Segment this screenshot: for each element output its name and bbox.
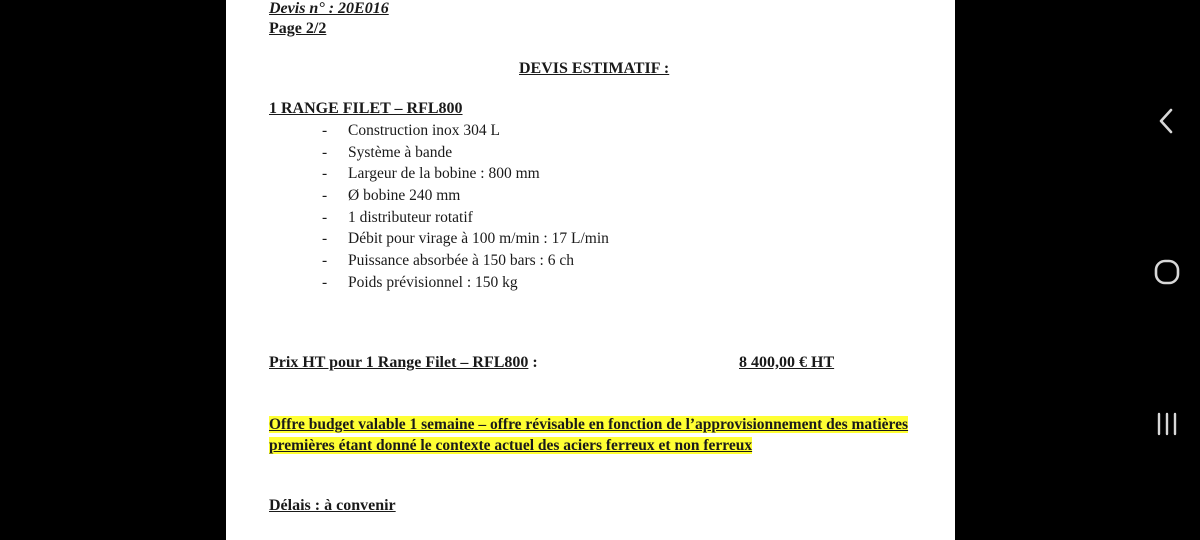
page-number: Page 2/2 [269,20,327,37]
spec-item [322,185,609,207]
section-heading: 1 RANGE FILET – RFL800 [269,100,463,117]
home-button[interactable] [1152,257,1182,287]
chevron-left-icon [1158,108,1176,134]
spec-bullet: - [322,187,328,205]
offer-note [269,414,933,456]
spec-list [322,120,609,294]
spec-text: Largeur de la bobine : 800 mm [348,165,540,183]
spec-item [322,228,609,250]
recents-button[interactable] [1152,409,1182,439]
spec-bullet: - [322,230,328,248]
spec-text: Débit pour virage à 100 m/min : 17 L/min [348,230,609,248]
spec-item [322,120,609,142]
spec-text: Poids prévisionnel : 150 kg [348,273,518,291]
spec-bullet: - [322,252,328,270]
spec-bullet: - [322,273,328,291]
spec-item [322,250,609,272]
price-label: Prix HT pour 1 Range Filet – RFL800 [269,354,529,371]
circle-home-icon [1153,258,1181,286]
price-value: 8 400,00 € HT [739,354,835,371]
spec-bullet: - [322,165,328,183]
spec-bullet: - [322,208,328,226]
spec-text: Puissance absorbée à 150 bars : 6 ch [348,252,574,270]
document-page [226,0,955,540]
spec-text: Système à bande [348,143,453,161]
spec-text: Construction inox 304 L [348,122,500,139]
price-label-row [269,354,538,372]
delais: Délais : à convenir [269,497,396,514]
spec-item [322,207,609,229]
back-button[interactable] [1152,106,1182,136]
spec-item [322,142,609,164]
spec-bullet: - [322,143,328,161]
price-colon: : [528,354,538,371]
spec-text: 1 distributeur rotatif [348,208,473,226]
android-navigation-bar [1130,0,1200,540]
spec-item [322,163,609,185]
spec-bullet: - [322,122,328,139]
document-title: DEVIS ESTIMATIF : [519,60,670,77]
spec-item [322,272,609,294]
devis-number: Devis n° : 20E016 [269,0,389,17]
spec-text: Ø bobine 240 mm [348,187,461,205]
offer-note-text: Offre budget valable 1 semaine – offre révisable en fonction de l’approvisionnement des matières premières étant donné le contexte actuel des aciers ferreux et non ferreux [269,416,909,454]
three-bars-recents-icon [1155,412,1179,436]
